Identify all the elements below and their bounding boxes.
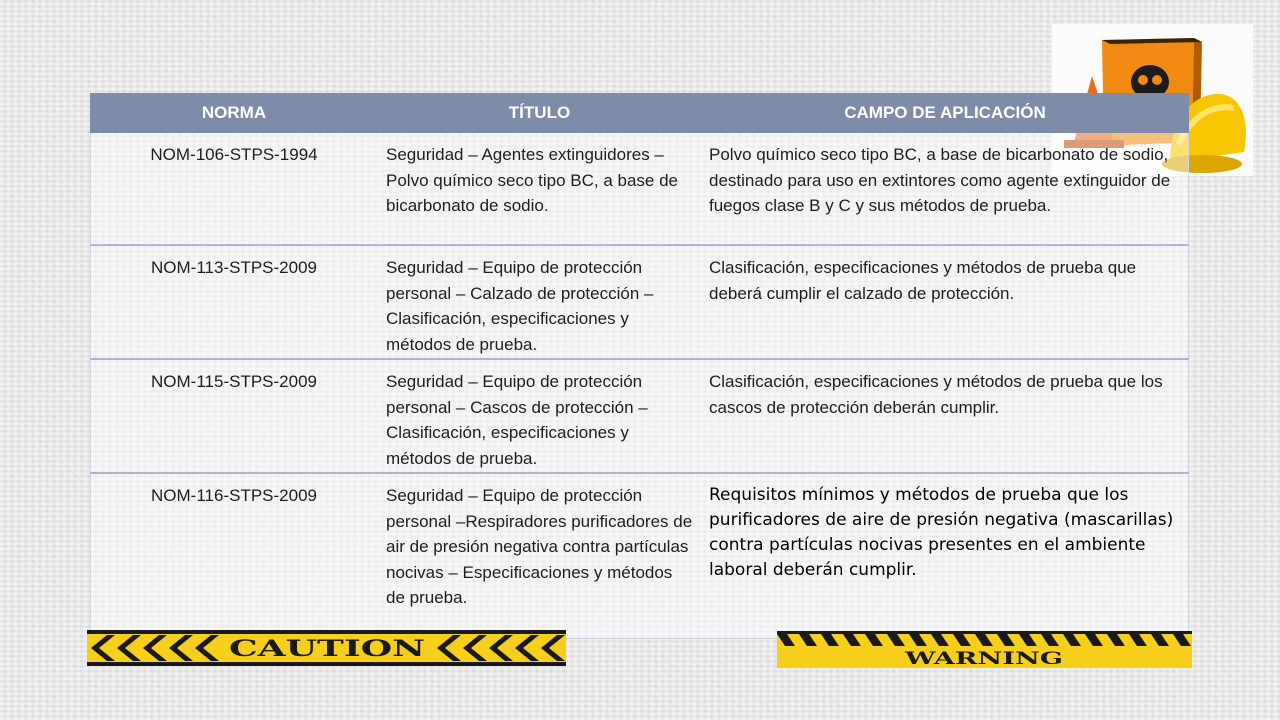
norm-scope: Polvo químico seco tipo BC, a base de bicarbonato de sodio, destinado para uso en extintores como agente extinguidor de fuegos clase B y C y sus métodos de prueba. <box>701 133 1189 245</box>
norm-scope: Clasificación, especificaciones y métodos de prueba que deberá cumplir el calzado de protección. <box>701 245 1189 359</box>
header-campo-aplicacion: CAMPO DE APLICACIÓN <box>701 93 1189 133</box>
norm-title: Seguridad – Agentes extinguidores – Polvo químico seco tipo BC, a base de bicarbonato de sodio. <box>378 133 701 245</box>
caution-tape <box>87 630 566 666</box>
norm-title: Seguridad – Equipo de protección personal – Cascos de protección – Clasificación, especificaciones y métodos de prueba. <box>378 359 701 473</box>
header-titulo: TÍTULO <box>378 93 701 133</box>
norm-code: NOM-116-STPS-2009 <box>90 473 378 639</box>
table-header-row <box>90 93 1189 133</box>
table-row <box>90 359 1189 473</box>
norm-scope: Clasificación, especificaciones y métodos de prueba que los cascos de protección deberán cumplir. <box>701 359 1189 473</box>
table-row <box>90 245 1189 359</box>
warning-tape <box>777 631 1192 668</box>
norm-code: NOM-113-STPS-2009 <box>90 245 378 359</box>
table-row <box>90 133 1189 245</box>
norm-code: NOM-106-STPS-1994 <box>90 133 378 245</box>
warning-label: WARNING <box>903 649 1063 668</box>
caution-label: CAUTION <box>229 636 425 662</box>
norm-code: NOM-115-STPS-2009 <box>90 359 378 473</box>
norm-title: Seguridad – Equipo de protección personal – Calzado de protección – Clasificación, especificaciones y métodos de prueba. <box>378 245 701 359</box>
table-row <box>90 473 1189 639</box>
norms-table <box>90 93 1189 639</box>
header-norma: NORMA <box>90 93 378 133</box>
norm-title: Seguridad – Equipo de protección personal –Respiradores purificadores de air de presión negativa contra partículas nocivas – Especificaciones y métodos de prueba. <box>378 473 701 639</box>
norm-scope: Requisitos mínimos y métodos de prueba que los purificadores de aire de presión negativa (mascarillas) contra partículas nocivas presentes en el ambiente laboral deberán cumplir. <box>701 473 1189 639</box>
